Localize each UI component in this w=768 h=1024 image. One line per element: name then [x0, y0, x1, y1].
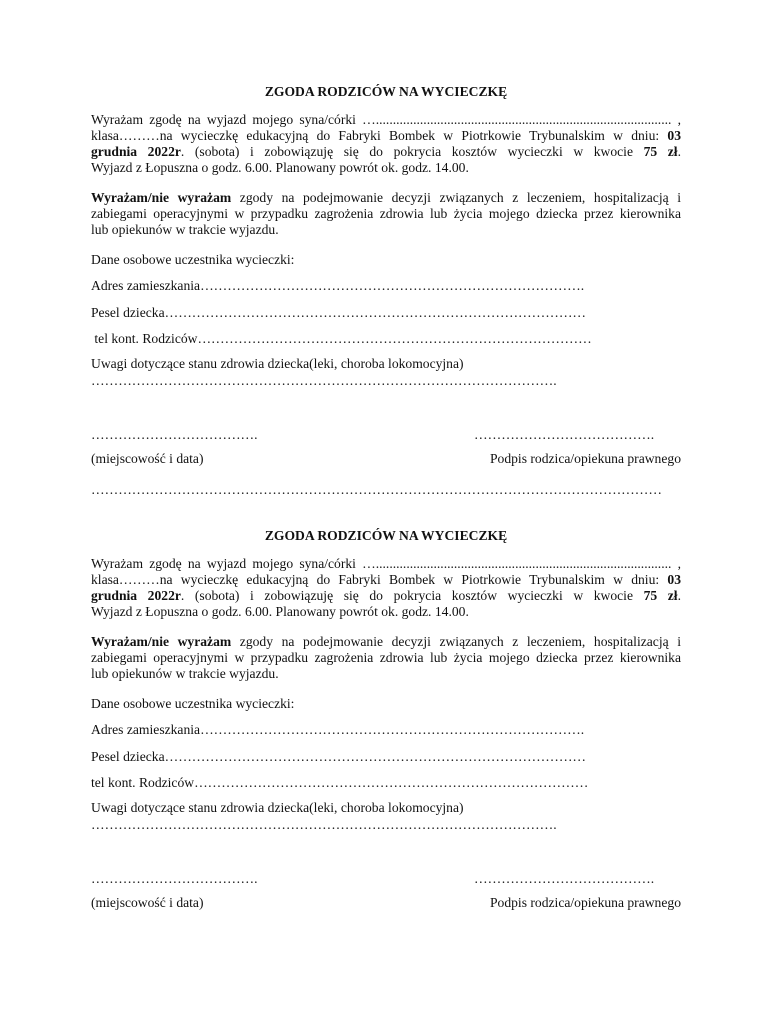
medical-line-2: zabiegami operacyjnymi w przypadku zagrożenia zdrowia lub życia mojego dziecka przez kierownika: [91, 650, 681, 665]
medical-line-2: zabiegami operacyjnymi w przypadku zagrożenia zdrowia lub życia mojego dziecka przez kierownika: [91, 206, 681, 221]
cut-line-separator: ………………………………………………………………………………………………………………: [91, 482, 662, 497]
medical-text: zgody na podejmowanie decyzji związanych z leczeniem, hospitalizacją i: [231, 190, 681, 205]
trip-date: grudnia 2022r: [91, 144, 181, 159]
consent-line-2: [91, 128, 681, 144]
health-notes-field: ………………………………………………………………………………………….: [91, 817, 557, 832]
consent-line-3: [91, 588, 681, 604]
trip-cost: 75 zł: [643, 144, 678, 159]
place-date-label: (miejscowość i data): [91, 451, 204, 466]
address-field: Adres zamieszkania………………………………………………………………………….: [91, 722, 585, 737]
consent-line-1: Wyrażam zgodę na wyjazd mojego syna/córki …....................................................................................... ,: [91, 112, 681, 127]
trip-date: grudnia 2022r: [91, 588, 181, 603]
signature-field: ………………………………….: [474, 871, 655, 886]
consent-text: .: [677, 144, 681, 159]
participant-heading: Dane osobowe uczestnika wycieczki:: [91, 252, 295, 267]
medical-consent-paragraph: [91, 190, 681, 238]
consent-line-2: [91, 572, 681, 588]
trip-day: 03: [667, 572, 681, 587]
signature-field: ………………………………….: [474, 427, 655, 442]
place-date-label: (miejscowość i data): [91, 895, 204, 910]
pesel-field: Pesel dziecka…………………………………………………………………………………: [91, 305, 587, 320]
consent-text: klasa………na wycieczkę edukacyjną do Fabryki Bombek w Piotrkowie Trybunalskim w dniu:: [91, 128, 668, 143]
signature-label: Podpis rodzica/opiekuna prawnego: [489, 895, 681, 910]
trip-day: 03: [667, 128, 681, 143]
consent-paragraph: [91, 112, 681, 176]
consent-line-1: Wyrażam zgodę na wyjazd mojego syna/córki …....................................................................................... ,: [91, 556, 681, 571]
consent-choice: Wyrażam/nie wyrażam: [91, 190, 232, 205]
consent-text: klasa………na wycieczkę edukacyjną do Fabryki Bombek w Piotrkowie Trybunalskim w dniu:: [91, 572, 668, 587]
consent-paragraph: [91, 556, 681, 620]
form-title: ZGODA RODZICÓW NA WYCIECZKĘ: [264, 84, 508, 99]
consent-choice: Wyrażam/nie wyrażam: [91, 634, 232, 649]
medical-line-3: lub opiekunów w trakcie wyjazdu.: [91, 666, 279, 681]
consent-line-4: Wyjazd z Łopuszna o godz. 6.00. Planowany powrót ok. godz. 14.00.: [91, 604, 469, 619]
medical-text: zgody na podejmowanie decyzji związanych z leczeniem, hospitalizacją i: [231, 634, 681, 649]
consent-text: . (sobota) i zobowiązuję się do pokrycia kosztów wycieczki w kwocie: [180, 144, 644, 159]
medical-line-1: [91, 634, 681, 650]
consent-text: . (sobota) i zobowiązuję się do pokrycia kosztów wycieczki w kwocie: [180, 588, 644, 603]
address-field: Adres zamieszkania………………………………………………………………………….: [91, 278, 585, 293]
place-date-field: ……………………………….: [91, 427, 258, 442]
medical-consent-paragraph: [91, 634, 681, 682]
health-notes-label: Uwagi dotyczące stanu zdrowia dziecka(leki, choroba lokomocyjna): [91, 356, 464, 371]
parent-phone-field: tel kont. Rodziców……………………………………………………………………………: [91, 775, 589, 790]
participant-heading: Dane osobowe uczestnika wycieczki:: [91, 696, 295, 711]
consent-line-3: [91, 144, 681, 160]
medical-line-3: lub opiekunów w trakcie wyjazdu.: [91, 222, 279, 237]
health-notes-field: ………………………………………………………………………………………….: [91, 373, 557, 388]
pesel-field: Pesel dziecka…………………………………………………………………………………: [91, 749, 587, 764]
health-notes-label: Uwagi dotyczące stanu zdrowia dziecka(leki, choroba lokomocyjna): [91, 800, 464, 815]
parent-phone-field: tel kont. Rodziców……………………………………………………………………………: [91, 331, 592, 346]
signature-label: Podpis rodzica/opiekuna prawnego: [489, 451, 681, 466]
place-date-field: ……………………………….: [91, 871, 258, 886]
consent-text: .: [677, 588, 681, 603]
form-title: ZGODA RODZICÓW NA WYCIECZKĘ: [264, 528, 508, 543]
medical-line-1: [91, 190, 681, 206]
trip-cost: 75 zł: [643, 588, 678, 603]
consent-line-4: Wyjazd z Łopuszna o godz. 6.00. Planowany powrót ok. godz. 14.00.: [91, 160, 469, 175]
